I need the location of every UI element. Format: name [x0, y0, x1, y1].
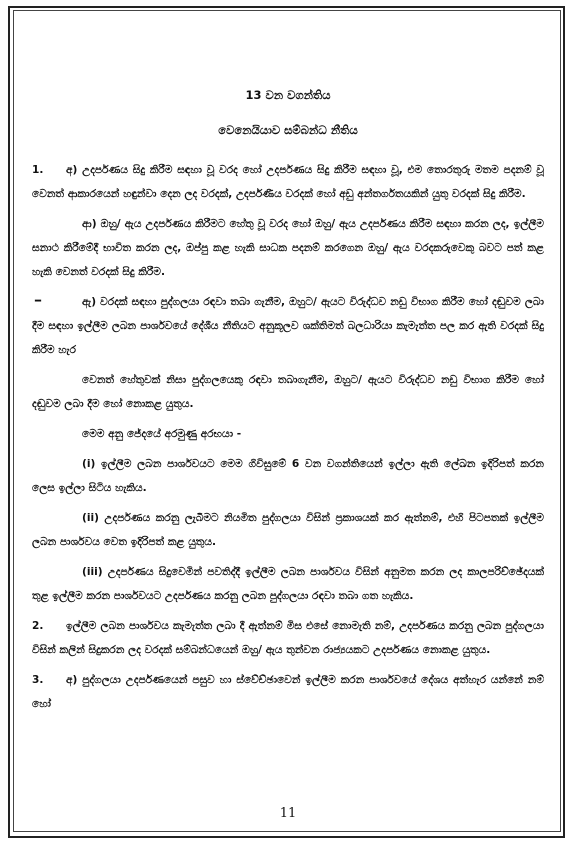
- paragraph-number: 2.: [32, 620, 44, 632]
- paragraph-1b: ආ) ඔහු/ ඇය උදර්පණය කිරීමට හේතු වූ වරද හෝ ඔහු/ ඇය උදර්පණය කිරීම සඳහා කරන ලද, ඉල්ලීම සනාථ කිරීමේදී භාවිත කරන ලද, ඔප්පු කළ හැකි සාධක පදනම් කරගෙන ඔහු/ ඇය වරදකරුවෙකු බවට පත් කළ හැකි වෙනත් වරදක් සිදු කිරීම.: [32, 218, 544, 278]
- sub-item-i: (i) ඉල්ලීම ලබන පාර්ශවයට මෙම ගිවිසුමේ 6 වන වගන්තියෙන් ඉල්ලා ඇති ලේඛන ඉදිරිපත් කරන ලෙස ඉල්ලා සිටිය හැකිය.: [32, 458, 544, 494]
- paragraph-2: [32, 614, 544, 662]
- sub-item-iii: (iii) උදර්පණය සිදුවෙමින් පවතිද්දී ඉල්ලීම ලබන පාර්ශවය විසින් අනුමත කරන ලද කාලපරිච්ඡේදයක් තුළ ඉල්ලීම කරන පාර්ශවයට උදර්පණය කරනු ලබන පුද්ගලයා රඳවා තබා ගත හැකිය.: [32, 566, 544, 602]
- paragraph-1d: වෙනත් හේතුවක් නිසා පුද්ගලයෙකු රඳවා තබාගැනීම, ඔහුට/ ඇයට විරුද්ධව නඩු විභාග කිරීම හෝ දඬුවම ලබා දීම හෝ නොකළ යුතුය.: [32, 374, 544, 410]
- chapter-heading: 13 වන වගන්තිය: [245, 88, 331, 102]
- paragraph-1e: මෙම අනු ජේදයේ අරමුණු අරභයා -: [82, 428, 242, 440]
- paragraph-number: 1.: [32, 164, 44, 176]
- paragraph-text: ඉල්ලීම ලබන පාර්ශවය කැමැත්ත ලබා දී ඇත්නම් මිස එසේ නොමැති නම්, උදර්පණය කරනු ලබන පුද්ගලයා විසින් කලින් සිදුකරන ලද වරදක් සම්බන්ධයෙන් ඔහු/ ඇය තුන්වන රාජ්‍යයකට උදර්පණය නොකළ යුතුය.: [32, 620, 544, 656]
- paragraph-1c-row: [32, 290, 544, 362]
- paragraph-1c: ඇ) වරදක් සඳහා පුද්ගලයා රඳවා තබා ගැනීම, ඔහුට/ ඇයට විරුද්ධව නඩු විභාග කිරීම හෝ දඬුවම ලබා දීම සඳහා ඉල්ලීම ලබන පාර්ශවයේ දේශීය නීතියට අනුකූලව ශක්තිමත් බලධාරියා කැමැත්ත පල කර ඇති වරදක් සිදු කිරීම හැර: [32, 296, 544, 356]
- topic-heading: වෙනෙයියාව සම්බන්ධ නීතිය: [218, 123, 358, 137]
- sub-item-ii: (ii) උදර්පණය කරනු ලැබීමට නියමිත පුද්ගලයා විසින් ප්‍රකාශයක් කර ඇත්නම්, එහි පිටපතක් ඉල්ලීම ලබන පාර්ශවය වෙත ඉදිරිපත් කළ යුතුය.: [32, 512, 544, 548]
- paragraph-number: 3.: [32, 674, 44, 686]
- paragraph-1: [32, 158, 544, 206]
- margin-mark: –: [34, 290, 42, 309]
- paragraph-text: අ) උදර්පණය සිදු කිරීම සඳහා වූ වරද හෝ උදර්පණය සිදු කිරීම සඳහා වූ, එම තොරතුරු මතම පදනම් වූ වෙනත් ආකාරයෙන් හඳුන්වා දෙන ලද වරදක්, උදර්පණීය වරදක් හෝ අඩු අන්තර්ගතයකින් යුතු වරදක් සිදු කිරීම.: [32, 164, 544, 200]
- page-number: 11: [279, 806, 297, 821]
- paragraph-text: අ) පුද්ගලයා උදර්පණයෙන් පසුව හා ස්වේච්ඡාවෙන් ඉල්ලීම කරන පාර්ශවයේ දේශය අත්හැර යන්නේ නම් හෝ: [32, 674, 544, 710]
- document-body: [32, 88, 544, 722]
- paragraph-3: [32, 668, 544, 716]
